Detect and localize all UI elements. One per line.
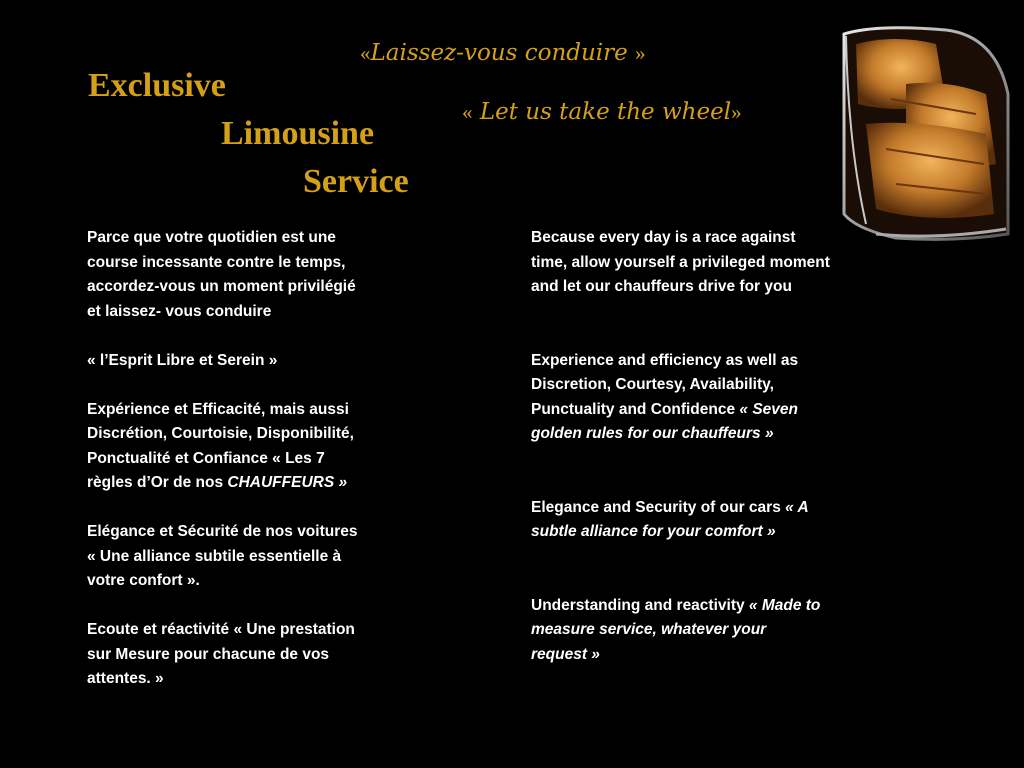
car-interior-photo xyxy=(836,24,1010,244)
fr-motto: « l’Esprit Libre et Serein » xyxy=(87,351,278,369)
quote-close: » xyxy=(731,100,742,124)
quote-open: « xyxy=(360,41,371,65)
en-experience-emphasis: « Seven xyxy=(739,400,799,418)
fr-intro-line: course incessante contre le temps, xyxy=(87,253,346,271)
en-experience-line: Experience and efficiency as well as xyxy=(531,351,799,369)
en-elegance-line xyxy=(531,520,871,545)
en-intro-line: Because every day is a race against xyxy=(531,229,796,246)
en-experience-text: Punctuality and Confidence xyxy=(531,400,740,418)
title-exclusive: Exclusive xyxy=(88,67,226,104)
en-understanding-line xyxy=(531,594,871,619)
fr-experience-text: règles d’Or de nos xyxy=(87,474,228,491)
tagline-english xyxy=(462,99,742,125)
fr-intro-line: et laissez- vous conduire xyxy=(87,302,272,320)
en-understanding-text: Understanding and reactivity xyxy=(531,596,749,614)
fr-elegance-line: votre confort ». xyxy=(87,572,200,589)
en-understanding-emphasis: request » xyxy=(531,645,600,663)
fr-intro-line: Parce que votre quotidien est une xyxy=(87,229,336,246)
fr-intro-line: accordez-vous un moment privilégié xyxy=(87,278,356,295)
en-understanding-line xyxy=(531,618,871,643)
quote-open: « xyxy=(462,100,473,124)
fr-elegance-line: Elégance et Sécurité de nos voitures xyxy=(87,523,358,540)
english-column xyxy=(531,226,871,667)
fr-experience-line: Ponctualité et Confiance « Les 7 xyxy=(87,449,325,467)
en-intro-line: time, allow yourself a privileged moment xyxy=(531,253,830,271)
quote-close: » xyxy=(635,41,646,65)
tagline-french-text: Laissez-vous conduire xyxy=(370,40,628,66)
french-column xyxy=(87,226,407,692)
fr-ecoute-line: attentes. » xyxy=(87,670,164,687)
title-service: Service xyxy=(303,163,409,200)
fr-experience-line xyxy=(87,471,407,496)
en-intro-line: and let our chauffeurs drive for you xyxy=(531,278,792,295)
tagline-english-text: Let us take the wheel xyxy=(479,99,732,125)
en-experience-line: Discretion, Courtesy, Availability, xyxy=(531,376,774,393)
en-understanding-line xyxy=(531,643,871,668)
fr-experience-line: Discrétion, Courtoisie, Disponibilité, xyxy=(87,425,354,442)
en-experience-emphasis: golden rules for our chauffeurs » xyxy=(531,425,774,442)
en-experience-line xyxy=(531,422,871,447)
en-elegance-line xyxy=(531,496,871,521)
fr-ecoute-line: sur Mesure pour chacune de vos xyxy=(87,645,330,663)
en-elegance-emphasis: subtle alliance for your comfort » xyxy=(531,523,776,540)
fr-elegance-line: « Une alliance subtile essentielle à xyxy=(87,547,342,565)
fr-ecoute-line: Ecoute et réactivité « Une prestation xyxy=(87,621,355,638)
fr-experience-emphasis: CHAUFFEURS » xyxy=(227,474,348,491)
en-elegance-text: Elegance and Security of our cars xyxy=(531,498,786,516)
en-elegance-emphasis: « A xyxy=(785,498,809,516)
en-understanding-emphasis: « Made to xyxy=(748,596,821,614)
en-experience-line xyxy=(531,398,871,423)
title-limousine: Limousine xyxy=(221,115,375,152)
en-understanding-emphasis: measure service, whatever your xyxy=(531,621,767,638)
tagline-french xyxy=(360,40,646,66)
fr-experience-line: Expérience et Efficacité, mais aussi xyxy=(87,400,349,418)
